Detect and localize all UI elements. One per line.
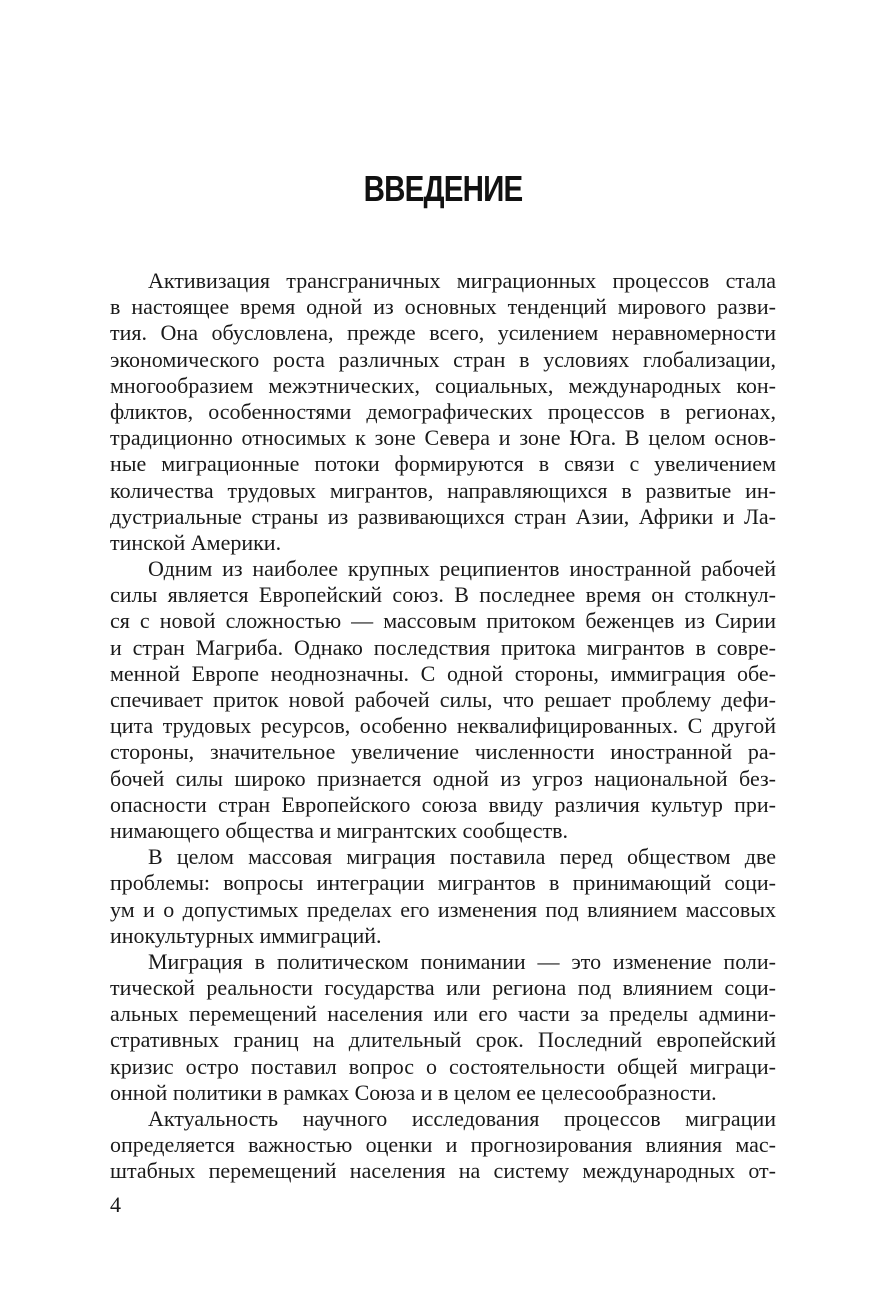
text-line: альных перемещений населения или его части за пределы админи- <box>110 1001 776 1027</box>
text-line: ум и о допустимых пределах его изменения под влиянием массовых <box>110 896 776 922</box>
text-line: кризис остро поставил вопрос о состоятельности общей миграци- <box>110 1053 776 1079</box>
text-line: онной политики в рамках Союза и в целом ее целесообразности. <box>110 1079 717 1105</box>
text-line: в настоящее время одной из основных тенденций мирового разви- <box>110 294 776 320</box>
chapter-title: ВВЕДЕНИЕ <box>363 168 523 209</box>
text-line: многообразием межэтнических, социальных, международных кон- <box>110 372 776 398</box>
text-line: ся с новой сложностью — массовым притоком беженцев из Сирии <box>110 608 776 634</box>
text-line: спечивает приток новой рабочей силы, что решает проблему дефи- <box>110 687 776 712</box>
text-line: бочей силы широко признается одной из угроз национальной без- <box>110 765 776 791</box>
text-line: В целом массовая миграция поставила перед обществом две <box>148 844 776 870</box>
text-line: цита трудовых ресурсов, особенно неквалифицированных. С другой <box>110 713 776 739</box>
text-line: количества трудовых мигрантов, направляющихся в развитые ин- <box>110 477 776 503</box>
text-line: фликтов, особенностями демографических процессов в регионах, <box>110 398 776 424</box>
text-line: стративных границ на длительный срок. Последний европейский <box>110 1027 776 1053</box>
page-number: 4 <box>110 1192 121 1217</box>
text-line: нимающего общества и мигрантских сообществ. <box>110 817 569 843</box>
text-line: Актуальность научного исследования процессов миграции <box>148 1106 776 1131</box>
text-line: ные миграционные потоки формируются в связи с увеличением <box>110 451 776 477</box>
text-line: тинской Америки. <box>110 529 282 555</box>
text-line: тической реальности государства или региона под влиянием соци- <box>110 975 776 1001</box>
text-line: стороны, значительное увеличение численности иностранной ра- <box>110 739 776 765</box>
text-line: традиционно относимых к зоне Севера и зоне Юга. В целом основ- <box>110 425 776 451</box>
text-line: дустриальные страны из развивающихся стран Азии, Африки и Ла- <box>110 503 776 529</box>
chapter-body <box>110 268 776 1185</box>
text-line: тия. Она обусловлена, прежде всего, усилением неравномерности <box>110 320 776 346</box>
text-line: опасности стран Европейского союза ввиду различия культур при- <box>110 791 776 817</box>
text-line: проблемы: вопросы интеграции мигрантов в принимающий соци- <box>110 870 776 896</box>
paragraph <box>110 556 776 844</box>
paragraph <box>110 844 776 949</box>
text-line: экономического роста различных стран в условиях глобализации, <box>110 346 776 372</box>
text-line: силы является Европейский союз. В последнее время он столкнул- <box>110 582 776 608</box>
text-line: и стран Магриба. Однако последствия притока мигрантов в совре- <box>110 634 776 660</box>
text-line: определяется важностью оценки и прогнозирования влияния мас- <box>110 1132 776 1158</box>
text-line: штабных перемещений населения на систему международных от- <box>110 1158 776 1184</box>
text-line: инокультурных иммиграций. <box>110 922 382 948</box>
text-line: Миграция в политическом понимании — это изменение поли- <box>148 948 776 974</box>
text-line: Активизация трансграничных миграционных процессов стала <box>148 268 776 293</box>
paragraph <box>110 268 776 556</box>
text-line: менной Европе неоднозначны. С одной стороны, иммиграция обе- <box>110 660 776 686</box>
text-line: Одним из наиболее крупных реципиентов иностранной рабочей <box>148 556 776 582</box>
paragraph <box>110 1106 776 1185</box>
paragraph <box>110 949 776 1106</box>
